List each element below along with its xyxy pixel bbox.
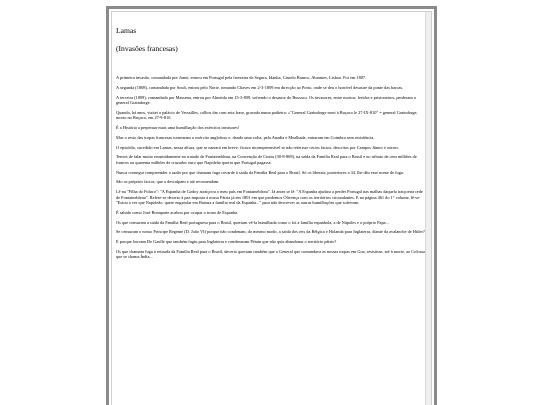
paragraph: O episódio, sucedido em Lamas, nessa altura, que se narrará em breve, ficava incompreensível se não referisse certos factos, descritos por Campos Júnior e outros. (116, 144, 399, 150)
paragraph: São os próprios factos, que a desculpam e até recomendam. (116, 179, 220, 185)
paragraph: Lê na "Filha do Polaco": "A Espanha de Godoy atraiçoou o meu país em Fontainebleau". Já antes se lê: "A Espanha ajudara a perder Portugal nas malhas daquela traiçoeira rede de Fontainebleau". Refere-se decerto à paz imposta à nossa Pátria já em 1801 em que perdemos Olivença com os territórios circundantes. E na página 461 do 1° volume, lê-se: "Estou a ver que Napoleão, quere engaiolar em Baiona a família real da Espanha..." para não descrever as outras humilhações que sofreram. (116, 189, 423, 205)
paragraph: Quando, há anos, visitei o palácio de Versailles, colhos dar com esta frase, gravada numa padieira: «"General Graindorge mort à Buçaco le 27-IX-810" = general Graindorge, morto no Buçaco, em 27-9-810. (116, 109, 418, 121)
paragraph: A terceira (1809), comandada por Massena, entrou por Almeida em 15-3-809, sofrendo o desastre do Bussaco. Os invasores, entre mortos, feridos e prisioneiros, perderam o general Graindorge. (116, 94, 416, 105)
paragraph: Se censuram o nosso Príncipe Regente (D. João VI) porque não condenam, do mesmo modo, a saída dos reis da Bélgica e Holanda para Inglaterra, diante da avalanche de Hitler? (116, 229, 425, 235)
paragraph: Os que chamam fuga à retirada da Família Real para o Brasil, decerto queriam também que o General que comandava as nossas tropas em Goa, resistisse, até à morte, ao Colosso que se chama Índia... (116, 248, 426, 260)
paragraph: Nunca consegui compreender a razão por que chamam fuga covarde à saída da Família Real para o Brasil. Só os liberais, posteriores a 34, lhe dão esse nome de fuga. (116, 169, 404, 175)
paragraph: A segunda (1808), comandada por Soult, entrou pelo Norte, tomando Chaves em 2-3-1809 em direcção ao Porto, onde se deu o horrível desastre da ponte das barcas. (116, 84, 404, 90)
paragraph: É sabido como José Bonaparte acabou por ocupar o trono de Espanha. (116, 209, 239, 215)
paragraph: É a História a perpetuar mais uma humilhação dos exércitos invasores! (116, 125, 240, 130)
paragraph: E porque louvam De Gaulle que também fugiu para Inglaterra e condenaram Pétain que não quis abandonar o território pátrio? (116, 239, 337, 245)
page-title: Lamas (116, 26, 137, 35)
article-body (116, 26, 427, 264)
paragraph-list (116, 75, 427, 260)
paragraph: Temos de falar muito resumidamente no tratado de Fontainebleau, na Convenção de Cintra (30-8-808), na saída da Família Real para o Brasil e no tributo de cem milhões de francos ou quarenta milhões de cruzados ouro que Napoleão queria que Portugal pagasse. (116, 154, 417, 165)
page-subtitle: (Invasões francesas) (116, 44, 178, 53)
paragraph: Os que censuram a saída da Família Real portuguesa para o Brasil, queriam vê-la humilhada como o foi a família espanhola, a de Nápoles e o próprio Papa... (116, 219, 389, 225)
paragraph: Mas o resto das tropas francesas tornearam o exército anglofuso e, dando uma volta, pela Anadia e Mealhada, entraram em Coimbra sem resistência. (116, 134, 375, 140)
document-frame (106, 6, 437, 405)
document-page (111, 11, 432, 405)
paragraph: A primeira invasão, comandada por Junot, entrou em Portugal pela fronteira de Segura, Idanha, Castelo Branco, Abrantes, Lisboa. Foi em 1807. (116, 75, 367, 80)
